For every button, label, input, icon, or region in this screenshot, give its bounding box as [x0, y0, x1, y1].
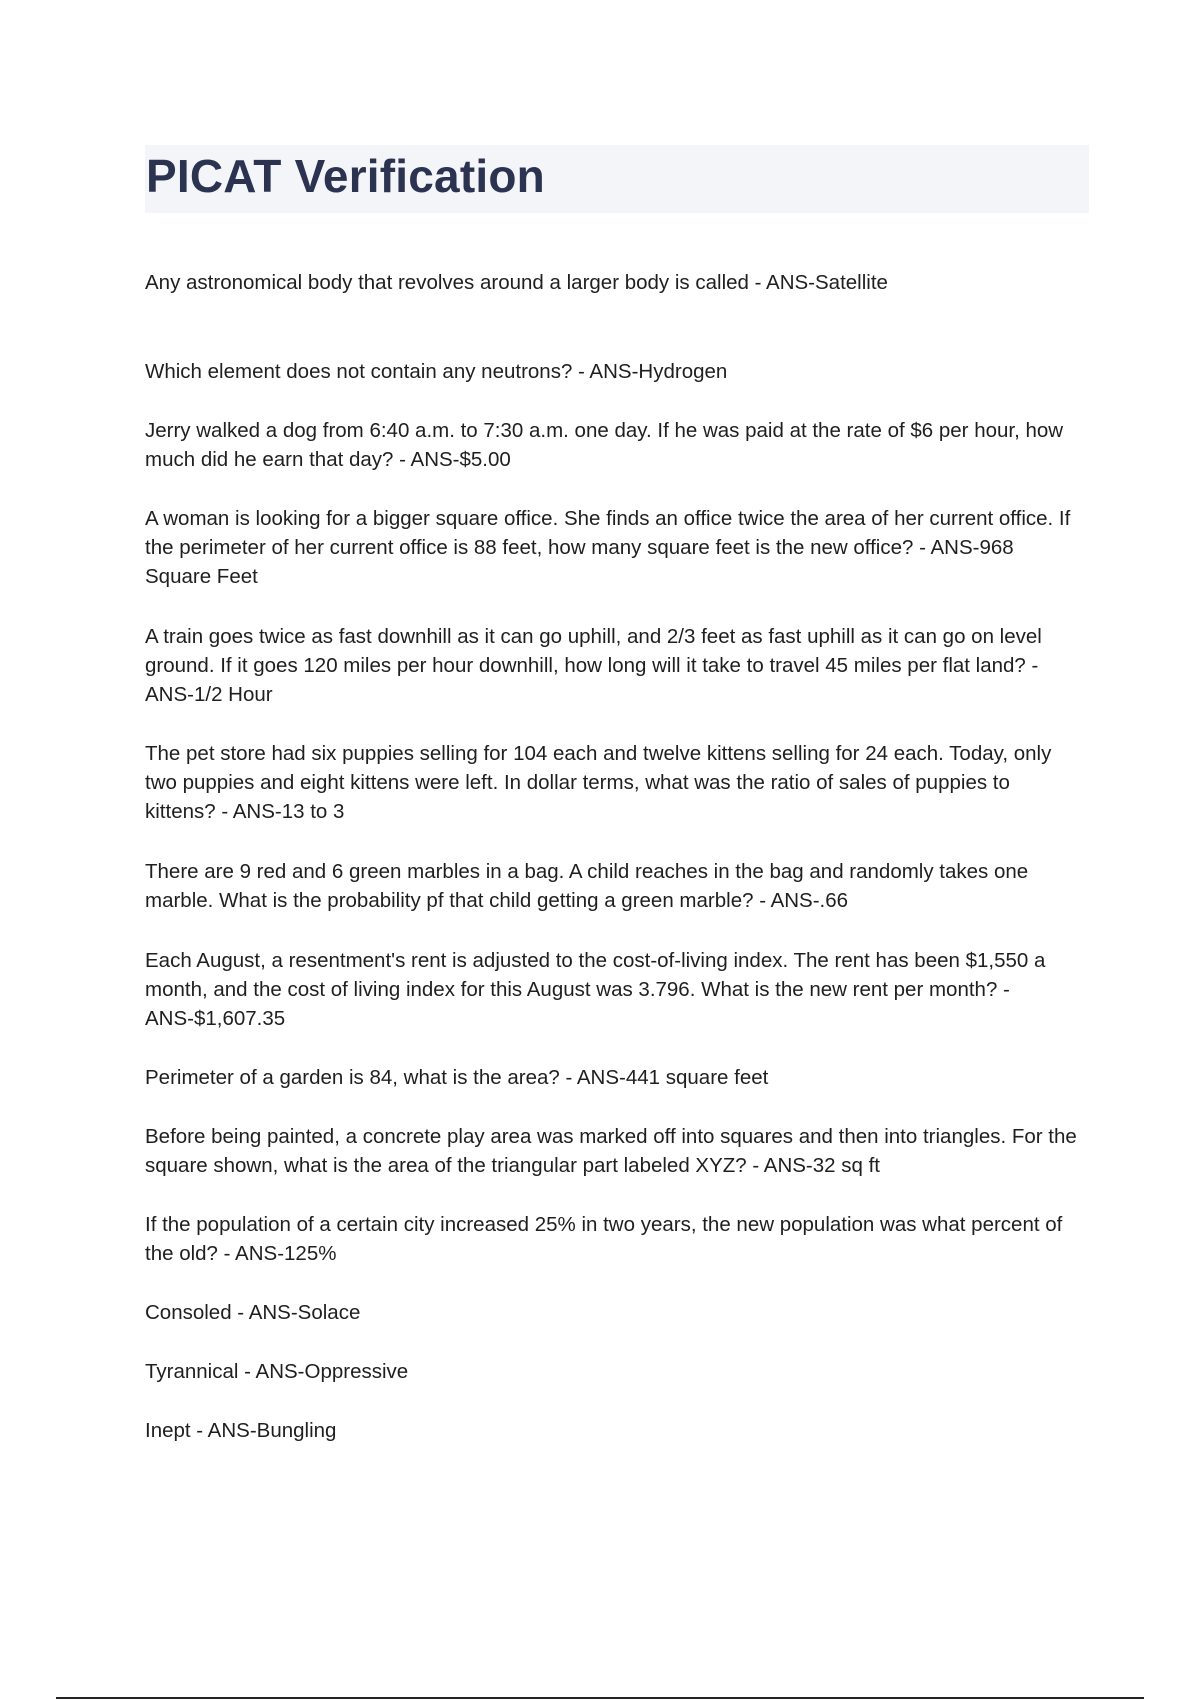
qa-item-marbles: There are 9 red and 6 green marbles in a bag. A child reaches in the bag and randomly takes one marble. What is the probability pf that child getting a green marble? - ANS-.66 [145, 860, 1029, 912]
qa-item-inept: Inept - ANS-Bungling [145, 1419, 337, 1442]
qa-item-population: If the population of a certain city increased 25% in two years, the new population was what percent of the old? - ANS-125% [145, 1213, 1063, 1265]
qa-item-train: A train goes twice as fast downhill as it can go uphill, and 2/3 feet as fast uphill as it can go on level ground. If it goes 120 miles per hour downhill, how long will it take to travel 45 miles per flat land? - ANS-1/2 Hour [145, 625, 1042, 706]
qa-item-square-office: A woman is looking for a bigger square office. She finds an office twice the area of her current office. If the perimeter of her current office is 88 feet, how many square feet is the new office? - ANS-968 Square Feet [145, 507, 1071, 588]
footer-divider [56, 1697, 1144, 1699]
qa-item-hydrogen: Which element does not contain any neutrons? - ANS-Hydrogen [145, 360, 728, 383]
page-title: PICAT Verification [146, 150, 545, 202]
qa-item-consoled: Consoled - ANS-Solace [145, 1301, 361, 1324]
qa-item-play-area: Before being painted, a concrete play area was marked off into squares and then into triangles. For the square shown, what is the area of the triangular part labeled XYZ? - ANS-32 sq ft [145, 1125, 1077, 1177]
qa-item-satellite: Any astronomical body that revolves around a larger body is called - ANS-Satellite [145, 271, 888, 294]
qa-item-pet-store: The pet store had six puppies selling for 104 each and twelve kittens selling for 24 each. Today, only two puppies and eight kittens were left. In dollar terms, what was the ratio of sales of puppies to kittens? - ANS-13 to 3 [145, 742, 1052, 823]
qa-item-rent: Each August, a resentment's rent is adjusted to the cost-of-living index. The rent has been $1,550 a month, and the cost of living index for this August was 3.796. What is the new rent per month? - ANS-$1,607.35 [145, 949, 1046, 1030]
qa-item-tyrannical: Tyrannical - ANS-Oppressive [145, 1360, 409, 1383]
qa-item-garden: Perimeter of a garden is 84, what is the area? - ANS-441 square feet [145, 1066, 769, 1089]
qa-item-dog-walk: Jerry walked a dog from 6:40 a.m. to 7:30 a.m. one day. If he was paid at the rate of $6 per hour, how much did he earn that day? - ANS-$5.00 [145, 419, 1064, 471]
